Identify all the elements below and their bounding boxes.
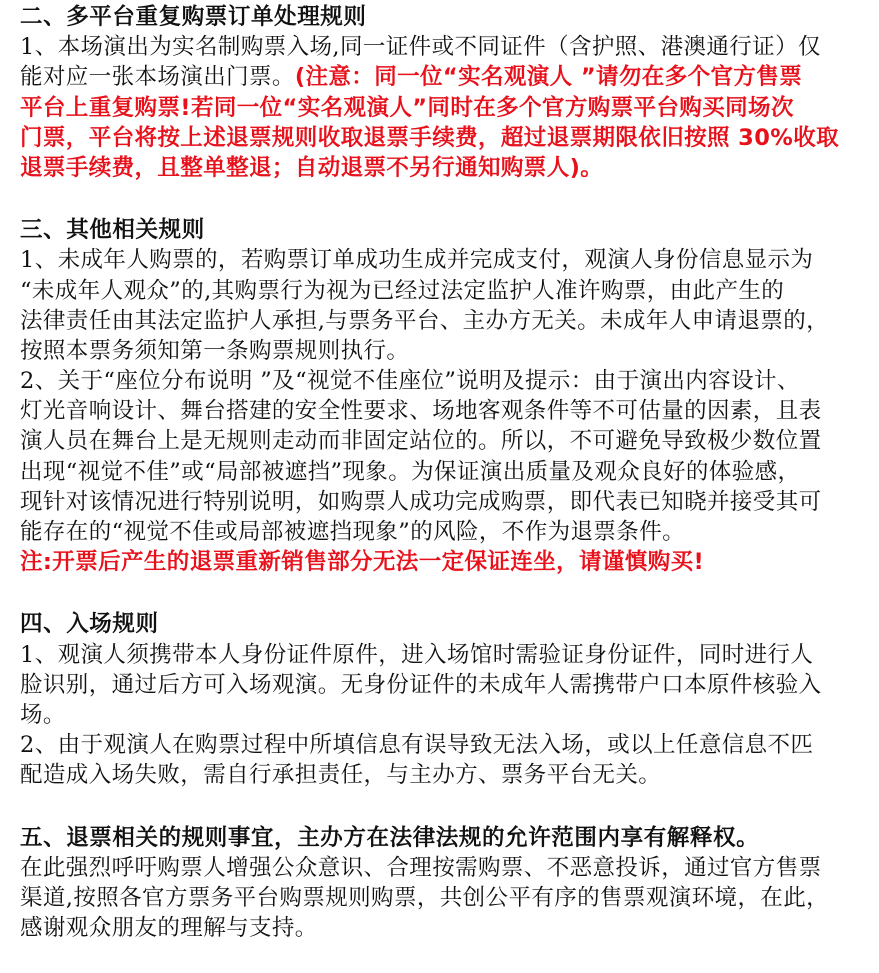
body-text: 脸识别，通过后方可入场观演。无身份证件的未成年人需携带户口本原件核验入 [20, 671, 822, 698]
text-line [20, 276, 860, 306]
body-text: 1、观演人须携带本人身份证件原件，进入场馆时需验证身份证件，同时进行人 [20, 641, 814, 668]
body-text: 感谢观众朋友的理解与支持。 [20, 915, 318, 942]
text-line [20, 517, 860, 547]
section-spacer [20, 183, 860, 215]
warning-text: (注意：同一位“实名观演人 ”请勿在多个官方售票 [294, 64, 803, 91]
warning-text: 退票手续费，且整单整退；自动退票不另行通知购票人)。 [20, 154, 604, 181]
body-text: 1、本场演出为实名制购票入场,同一证件或不同证件（含护照、港澳通行证）仅 [20, 34, 821, 61]
section-spacer [20, 577, 860, 609]
text-line [20, 366, 860, 396]
body-text: 法律责任由其法定监护人承担,与票务平台、主办方无关。未成年人申请退票的， [20, 307, 830, 334]
text-line [20, 336, 860, 366]
text-line [20, 457, 860, 487]
text-line [20, 730, 860, 760]
body-text: 1、未成年人购票的，若购票订单成功生成并完成支付，观演人身份信息显示为 [20, 247, 814, 274]
text-line [20, 913, 860, 943]
rules-document [20, 2, 860, 943]
text-line [20, 153, 860, 183]
text-line [20, 670, 860, 700]
section-heading: 五、退票相关的规则事宜，主办方在法律法规的允许范围内享有解释权。 [20, 824, 760, 851]
section-heading: 三、其他相关规则 [20, 217, 205, 244]
body-text: “未成年人观众”的,其购票行为视为已经过法定监护人准许购票，由此产生的 [20, 277, 785, 304]
text-line [20, 62, 860, 92]
warning-text: 注:开票后产生的退票重新销售部分无法一定保证连坐，请谨慎购买! [20, 549, 705, 576]
text-line [20, 32, 860, 62]
body-text: 2、关于“座位分布说明 ”及“视觉不佳座位”说明及提示：由于演出内容设计、 [20, 368, 800, 395]
text-line [20, 487, 860, 517]
body-text: 能对应一张本场演出门票。 [20, 64, 295, 91]
warning-text: 平台上重复购票!若同一位“实名观演人”同时在多个官方购票平台购买同场次 [20, 94, 794, 121]
text-line [20, 883, 860, 913]
body-text: 在此强烈呼吁购票人增强公众意识、合理按需购票、不恶意投诉，通过官方售票 [20, 854, 822, 881]
text-line [20, 700, 860, 730]
text-line [20, 396, 860, 426]
text-line [20, 426, 860, 456]
text-line [20, 640, 860, 670]
text-line [20, 123, 860, 153]
body-text: 出现“视觉不佳”或“局部被遮挡”现象。为保证演出质量及观众良好的体验感， [20, 458, 801, 485]
section-heading: 四、入场规则 [20, 611, 159, 638]
body-text: 按照本票务须知第一条购票规则执行。 [20, 337, 410, 364]
body-text: 配造成入场失败，需自行承担责任，与主办方、票务平台无关。 [20, 762, 662, 789]
text-line [20, 853, 860, 883]
text-line [20, 93, 860, 123]
body-text: 演人员在舞台上是无规则走动而非固定站位的。所以，不可避免导致极少数位置 [20, 428, 822, 455]
section-spacer [20, 791, 860, 823]
body-text: 现针对该情况进行特别说明，如购票人成功完成购票，即代表已知晓并接受其可 [20, 488, 822, 515]
body-text: 能存在的“视觉不佳或局部被遮挡现象”的风险，不作为退票条件。 [20, 519, 686, 545]
text-line [20, 306, 860, 336]
body-text: 渠道,按照各官方票务平台购票规则购票，共创公平有序的售票观演环境，在此， [20, 884, 830, 911]
text-line [20, 245, 860, 275]
body-text: 场。 [20, 701, 66, 728]
section-heading: 二、多平台重复购票订单处理规则 [20, 4, 367, 30]
body-text: 灯光音响设计、舞台搭建的安全性要求、场地客观条件等不可估量的因素，且表 [20, 398, 822, 425]
body-text: 2、由于观演人在购票过程中所填信息有误导致无法入场，或以上任意信息不匹 [20, 732, 814, 759]
warning-text: 门票，平台将按上述退票规则收取退票手续费，超过退票期限依旧按照 30%收取 [20, 124, 839, 151]
text-line [20, 547, 860, 577]
text-line [20, 760, 860, 790]
